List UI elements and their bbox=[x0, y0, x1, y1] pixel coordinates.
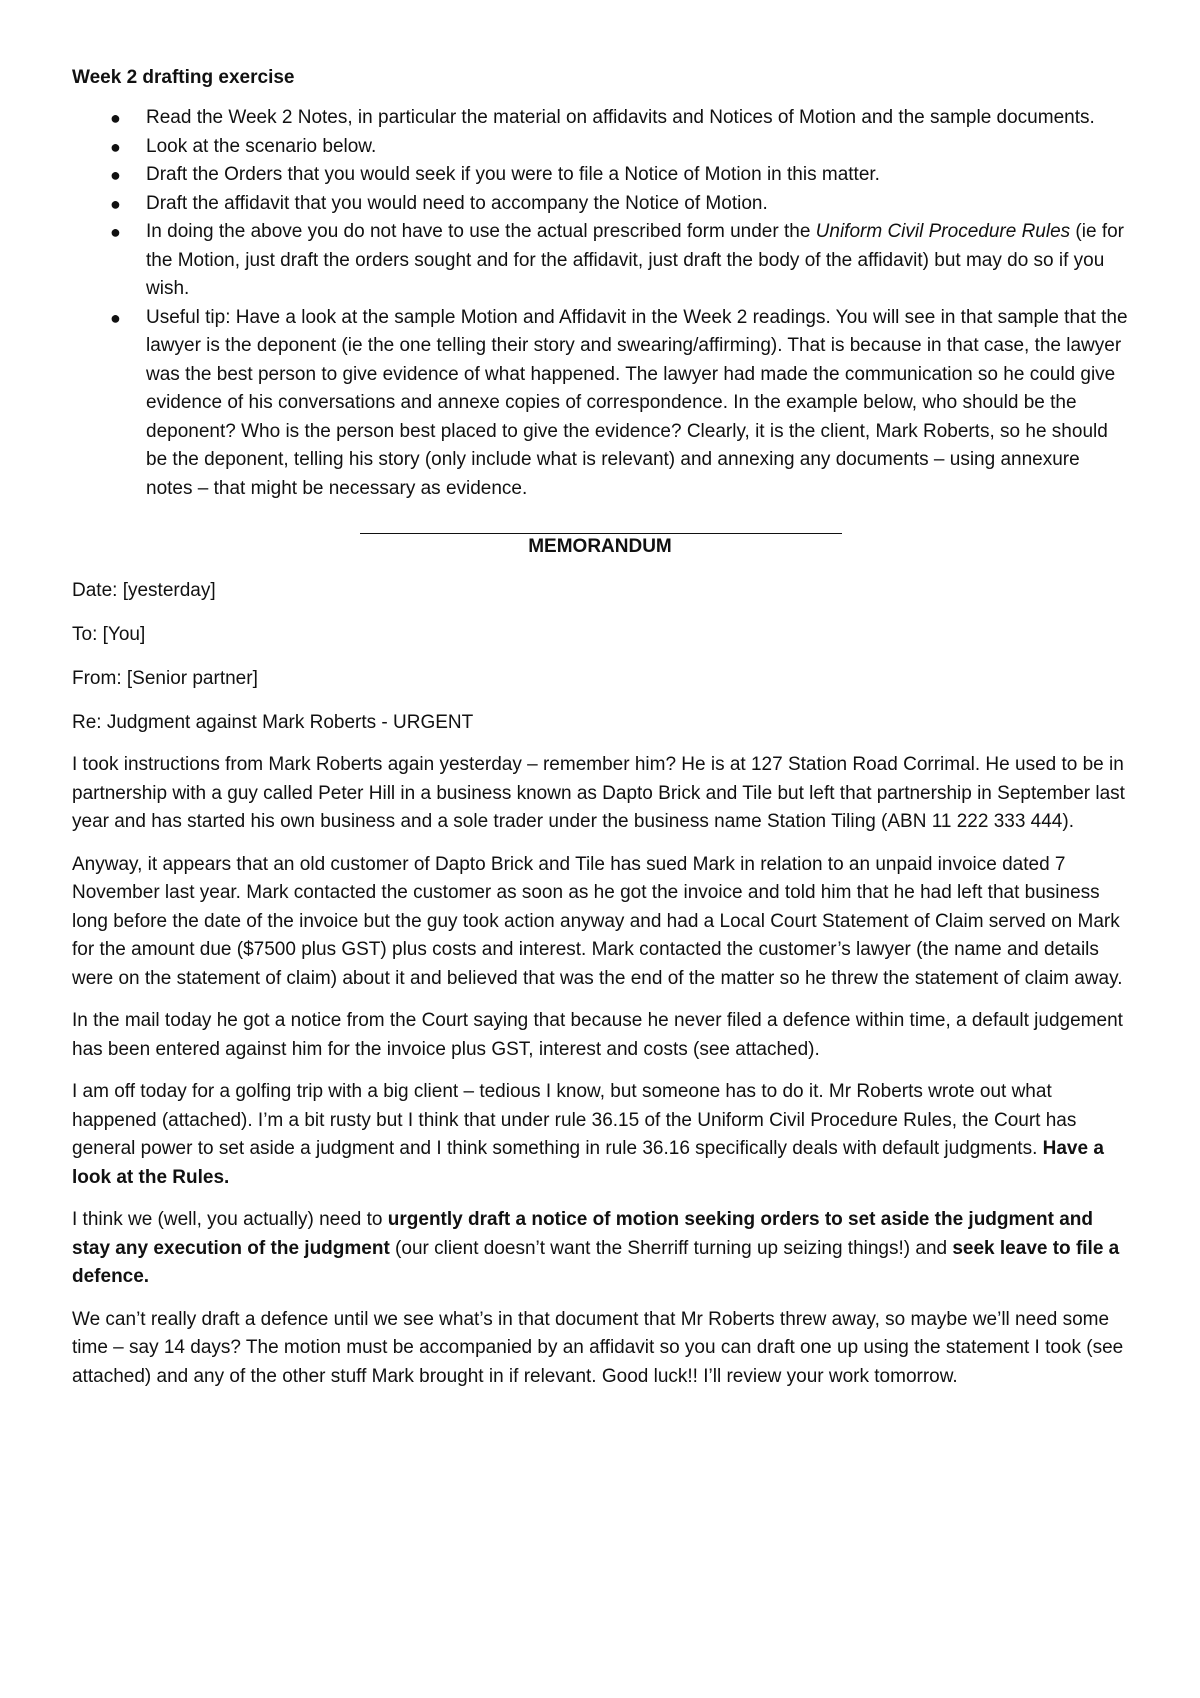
memo-bold-text: Have a look at the Rules. bbox=[72, 1138, 1104, 1188]
memo-paragraph: We can’t really draft a defence until we see what’s in that document that Mr Roberts threw away, so maybe we’ll need some time – say 14 days? The motion must be accompanied by an affidavit so you can draft one up using the statement I took (see attached) and any of the other stuff Mark brought in if relevant. Good luck!! I’ll review your work tomorrow. bbox=[72, 1308, 1124, 1387]
memo-text-part: I think we (well, you actually) need to bbox=[72, 1209, 388, 1230]
memo-re: Re: Judgment against Mark Roberts - URGENT bbox=[72, 712, 474, 733]
horizontal-rule bbox=[360, 533, 842, 534]
rules-title-italic: Uniform Civil Procedure Rules bbox=[815, 221, 1071, 242]
bullet-icon: ● bbox=[110, 193, 121, 214]
instruction-item bbox=[72, 104, 1128, 133]
memo-title: MEMORANDUM bbox=[528, 536, 672, 557]
instruction-item bbox=[72, 218, 1128, 304]
instruction-text-part: (ie for the Motion, just draft the orders sought and for the affidavit, just draft the body of the affidavit) but may do so if you wish. bbox=[146, 221, 1124, 299]
instruction-item bbox=[72, 190, 1128, 219]
instruction-text: Look at the scenario below. bbox=[146, 135, 377, 157]
memo-bold-text: urgently draft a notice of motion seeking orders to set aside the judgment and stay any execution of the judgment bbox=[72, 1209, 1093, 1259]
document-page bbox=[72, 64, 1128, 1391]
memo-paragraph: Anyway, it appears that an old customer of Dapto Brick and Tile has sued Mark in relation to an unpaid invoice dated 7 November last year. Mark contacted the customer as soon as he got the invoice and told him that he had left that business long before the date of the invoice but the guy took action anyway and had a Local Court Statement of Claim served on Mark for the amount due ($7500 plus GST) plus costs and interest. Mark contacted the customer’s lawyer (the name and details were on the statement of claim) about it and believed that was the end of the matter so he threw the statement of claim away. bbox=[72, 853, 1123, 989]
memo-bold-text: seek leave to file a defence. bbox=[72, 1237, 1120, 1287]
memo-to: To: [You] bbox=[72, 624, 146, 645]
bullet-icon: ● bbox=[110, 307, 121, 328]
memo-from: From: [Senior partner] bbox=[72, 668, 258, 689]
instruction-item bbox=[72, 133, 1128, 162]
exercise-heading: Week 2 drafting exercise bbox=[72, 67, 295, 88]
instruction-text: Draft the Orders that you would seek if you were to file a Notice of Motion in this matter. bbox=[146, 164, 880, 185]
instruction-text: Draft the affidavit that you would need to accompany the Notice of Motion. bbox=[146, 192, 768, 214]
memo-paragraph: In the mail today he got a notice from the Court saying that because he never filed a defence within time, a default judgement has been entered against him for the invoice plus GST, interest and costs (see attached). bbox=[72, 1010, 1123, 1060]
memo-text-part: (our client doesn’t want the Sherriff turning up seizing things!) and bbox=[389, 1237, 953, 1259]
instruction-item bbox=[72, 304, 1128, 504]
bullet-icon: ● bbox=[110, 108, 121, 128]
instruction-text-part: In doing the above you do not have to use the actual prescribed form under the bbox=[146, 221, 816, 242]
instruction-text: Useful tip: Have a look at the sample Motion and Affidavit in the Week 2 readings. You will see in that sample that the lawyer is the deponent (ie the one telling their story and swearing/affirming). That is because in that case, the lawyer was the best person to give evidence of what happened. The lawyer had made the communication so he could give evidence of his conversations and annexe copies of correspondence. In the example below, who should be the deponent? Who is the person best placed to give the evidence? Clearly, it is the client, Mark Roberts, so he should be the deponent, telling his story (only include what is relevant) and annexing any documents – using annexure notes – that might be necessary as evidence. bbox=[146, 306, 1128, 499]
bullet-icon: ● bbox=[110, 165, 121, 185]
memo-paragraph bbox=[72, 1206, 1128, 1292]
memo-date: Date: [yesterday] bbox=[72, 580, 216, 601]
instruction-text: Read the Week 2 Notes, in particular the material on affidavits and Notices of Motion and the sample documents. bbox=[146, 107, 1095, 128]
memo-paragraph: I took instructions from Mark Roberts again yesterday – remember him? He is at 127 Station Road Corrimal. He used to be in partnership with a guy called Peter Hill in a business known as Dapto Brick and Tile but left that partnership in September last year and has started his own business and a sole trader under the business name Station Tiling (ABN 11 222 333 444). bbox=[72, 754, 1125, 832]
memo-text-part: I am off today for a golfing trip with a big client – tedious I know, but someone has to do it. Mr Roberts wrote out what happened (attached). I’m a bit rusty but I think that under rule 36.15 of the Uniform Civil Procedure Rules, the Court has general power to set aside a judgment and I think something in rule 36.16 specifically deals with default judgments. bbox=[72, 1081, 1077, 1159]
instruction-item bbox=[72, 161, 1128, 190]
instruction-list bbox=[72, 104, 1128, 503]
bullet-icon: ● bbox=[110, 136, 121, 157]
bullet-icon: ● bbox=[110, 222, 121, 242]
memo-paragraph bbox=[72, 1078, 1128, 1192]
